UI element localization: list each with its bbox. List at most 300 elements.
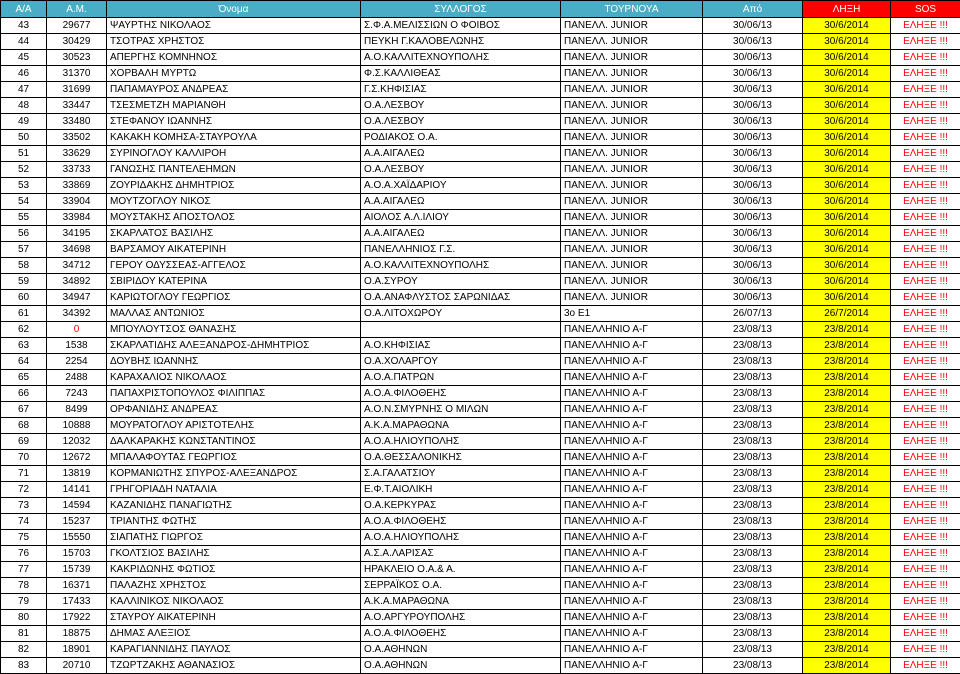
cell-am[interactable]: 13819: [47, 466, 107, 482]
table-row[interactable]: [1, 626, 960, 642]
cell-club[interactable]: [361, 322, 561, 338]
cell-sos[interactable]: ΕΛΗΞΕ !!!: [891, 418, 960, 434]
cell-aa[interactable]: 44: [1, 34, 47, 50]
table-row[interactable]: [1, 402, 960, 418]
cell-name[interactable]: ΣΤΕΦΑΝΟΥ ΙΩΑΝΝΗΣ: [107, 114, 361, 130]
header-from[interactable]: Από: [703, 1, 803, 18]
table-row[interactable]: [1, 82, 960, 98]
cell-club[interactable]: ΗΡΑΚΛΕΙΟ Ο.Α.& Α.: [361, 562, 561, 578]
cell-aa[interactable]: 66: [1, 386, 47, 402]
cell-deadline[interactable]: 23/8/2014: [803, 626, 891, 642]
cell-am[interactable]: 15703: [47, 546, 107, 562]
cell-aa[interactable]: 60: [1, 290, 47, 306]
cell-from[interactable]: 23/08/13: [703, 578, 803, 594]
cell-am[interactable]: 16371: [47, 578, 107, 594]
cell-tournament[interactable]: ΠΑΝΕΛΛ. JUNIOR: [561, 290, 703, 306]
table-row[interactable]: [1, 226, 960, 242]
cell-sos[interactable]: ΕΛΗΞΕ !!!: [891, 626, 960, 642]
cell-sos[interactable]: ΕΛΗΞΕ !!!: [891, 482, 960, 498]
cell-sos[interactable]: ΕΛΗΞΕ !!!: [891, 18, 960, 34]
cell-aa[interactable]: 74: [1, 514, 47, 530]
cell-name[interactable]: ΟΡΦΑΝΙΔΗΣ ΑΝΔΡΕΑΣ: [107, 402, 361, 418]
cell-am[interactable]: 0: [47, 322, 107, 338]
cell-am[interactable]: 15739: [47, 562, 107, 578]
cell-sos[interactable]: ΕΛΗΞΕ !!!: [891, 578, 960, 594]
table-row[interactable]: [1, 434, 960, 450]
cell-deadline[interactable]: 30/6/2014: [803, 18, 891, 34]
cell-tournament[interactable]: 3ο Ε1: [561, 306, 703, 322]
cell-club[interactable]: ΡΟΔΙΑΚΟΣ Ο.Α.: [361, 130, 561, 146]
cell-aa[interactable]: 81: [1, 626, 47, 642]
cell-club[interactable]: Α.Σ.Α.ΛΑΡΙΣΑΣ: [361, 546, 561, 562]
cell-aa[interactable]: 47: [1, 82, 47, 98]
cell-aa[interactable]: 54: [1, 194, 47, 210]
cell-tournament[interactable]: ΠΑΝΕΛΛ. JUNIOR: [561, 210, 703, 226]
cell-club[interactable]: ΠΕΥΚΗ Γ.ΚΑΛΟΒΕΛΩΝΗΣ: [361, 34, 561, 50]
cell-from[interactable]: 30/06/13: [703, 258, 803, 274]
cell-name[interactable]: ΚΑΖΑΝΙΔΗΣ ΠΑΝΑΓΙΩΤΗΣ: [107, 498, 361, 514]
cell-name[interactable]: ΚΟΡΜΑΝΙΩΤΗΣ ΣΠΥΡΟΣ-ΑΛΕΞΑΝΔΡΟΣ: [107, 466, 361, 482]
cell-club[interactable]: Α.Ο.ΑΡΓΥΡΟΥΠΟΛΗΣ: [361, 610, 561, 626]
cell-from[interactable]: 23/08/13: [703, 338, 803, 354]
cell-name[interactable]: ΓΕΡΟΥ ΟΔΥΣΣΕΑΣ-ΑΓΓΕΛΟΣ: [107, 258, 361, 274]
cell-tournament[interactable]: ΠΑΝΕΛΛ. JUNIOR: [561, 34, 703, 50]
cell-tournament[interactable]: ΠΑΝΕΛΛ. JUNIOR: [561, 98, 703, 114]
table-row[interactable]: [1, 194, 960, 210]
cell-deadline[interactable]: 30/6/2014: [803, 226, 891, 242]
table-row[interactable]: [1, 546, 960, 562]
cell-aa[interactable]: 65: [1, 370, 47, 386]
cell-sos[interactable]: ΕΛΗΞΕ !!!: [891, 226, 960, 242]
cell-deadline[interactable]: 23/8/2014: [803, 562, 891, 578]
cell-sos[interactable]: ΕΛΗΞΕ !!!: [891, 402, 960, 418]
cell-name[interactable]: ΤΡΙΑΝΤΗΣ ΦΩΤΗΣ: [107, 514, 361, 530]
header-sos[interactable]: SOS: [891, 1, 960, 18]
cell-deadline[interactable]: 30/6/2014: [803, 290, 891, 306]
cell-club[interactable]: Α.Ο.Α.ΦΙΛΟΘΕΗΣ: [361, 514, 561, 530]
cell-aa[interactable]: 48: [1, 98, 47, 114]
table-row[interactable]: [1, 450, 960, 466]
cell-deadline[interactable]: 30/6/2014: [803, 274, 891, 290]
cell-am[interactable]: 34698: [47, 242, 107, 258]
cell-name[interactable]: ΤΖΩΡΤΖΑΚΗΣ ΑΘΑΝΑΣΙΟΣ: [107, 658, 361, 674]
cell-from[interactable]: 23/08/13: [703, 466, 803, 482]
cell-club[interactable]: Ο.Α.ΣΥΡΟΥ: [361, 274, 561, 290]
cell-sos[interactable]: ΕΛΗΞΕ !!!: [891, 290, 960, 306]
table-row[interactable]: [1, 466, 960, 482]
cell-deadline[interactable]: 23/8/2014: [803, 530, 891, 546]
cell-name[interactable]: ΚΑΡΑΧΑΛΙΟΣ ΝΙΚΟΛΑΟΣ: [107, 370, 361, 386]
header-deadline[interactable]: ΛΗΞΗ: [803, 1, 891, 18]
cell-am[interactable]: 33502: [47, 130, 107, 146]
cell-tournament[interactable]: ΠΑΝΕΛΛΗΝΙΟ Α-Γ: [561, 530, 703, 546]
cell-deadline[interactable]: 30/6/2014: [803, 50, 891, 66]
cell-club[interactable]: ΣΕΡΡΑΪΚΟΣ Ο.Α.: [361, 578, 561, 594]
cell-club[interactable]: Α.Ο.ΚΑΛΛΙΤΕΧΝΟΥΠΟΛΗΣ: [361, 258, 561, 274]
cell-name[interactable]: ΑΠΕΡΓΗΣ ΚΟΜΝΗΝΟΣ: [107, 50, 361, 66]
cell-tournament[interactable]: ΠΑΝΕΛΛΗΝΙΟ Α-Γ: [561, 354, 703, 370]
cell-sos[interactable]: ΕΛΗΞΕ !!!: [891, 434, 960, 450]
cell-aa[interactable]: 55: [1, 210, 47, 226]
cell-am[interactable]: 15550: [47, 530, 107, 546]
cell-am[interactable]: 33984: [47, 210, 107, 226]
cell-am[interactable]: 34712: [47, 258, 107, 274]
cell-name[interactable]: ΣΒΙΡΙΔΟΥ ΚΑΤΕΡΙΝΑ: [107, 274, 361, 290]
cell-deadline[interactable]: 23/8/2014: [803, 434, 891, 450]
cell-aa[interactable]: 51: [1, 146, 47, 162]
cell-from[interactable]: 23/08/13: [703, 546, 803, 562]
header-name[interactable]: Όνομα: [107, 1, 361, 18]
cell-name[interactable]: ΜΑΛΛΑΣ ΑΝΤΩΝΙΟΣ: [107, 306, 361, 322]
cell-tournament[interactable]: ΠΑΝΕΛΛΗΝΙΟ Α-Γ: [561, 610, 703, 626]
cell-club[interactable]: Α.Ο.ΚΗΦΙΣΙΑΣ: [361, 338, 561, 354]
cell-sos[interactable]: ΕΛΗΞΕ !!!: [891, 562, 960, 578]
cell-am[interactable]: 14594: [47, 498, 107, 514]
cell-name[interactable]: ΨΑΥΡΤΗΣ ΝΙΚΟΛΑΟΣ: [107, 18, 361, 34]
cell-tournament[interactable]: ΠΑΝΕΛΛΗΝΙΟ Α-Γ: [561, 466, 703, 482]
cell-tournament[interactable]: ΠΑΝΕΛΛ. JUNIOR: [561, 146, 703, 162]
cell-club[interactable]: Ο.Α.ΛΕΣΒΟΥ: [361, 114, 561, 130]
cell-am[interactable]: 34392: [47, 306, 107, 322]
table-row[interactable]: [1, 322, 960, 338]
cell-deadline[interactable]: 23/8/2014: [803, 642, 891, 658]
table-row[interactable]: [1, 514, 960, 530]
cell-from[interactable]: 30/06/13: [703, 146, 803, 162]
table-row[interactable]: [1, 418, 960, 434]
cell-name[interactable]: ΠΑΠΑΜΑΥΡΟΣ ΑΝΔΡΕΑΣ: [107, 82, 361, 98]
table-row[interactable]: [1, 562, 960, 578]
cell-from[interactable]: 30/06/13: [703, 194, 803, 210]
cell-am[interactable]: 18875: [47, 626, 107, 642]
cell-tournament[interactable]: ΠΑΝΕΛΛΗΝΙΟ Α-Γ: [561, 498, 703, 514]
cell-name[interactable]: ΔΟΥΒΗΣ ΙΩΑΝΝΗΣ: [107, 354, 361, 370]
cell-sos[interactable]: ΕΛΗΞΕ !!!: [891, 530, 960, 546]
cell-tournament[interactable]: ΠΑΝΕΛΛ. JUNIOR: [561, 194, 703, 210]
cell-deadline[interactable]: 30/6/2014: [803, 98, 891, 114]
cell-name[interactable]: ΜΟΥΣΤΑΚΗΣ ΑΠΟΣΤΟΛΟΣ: [107, 210, 361, 226]
cell-from[interactable]: 30/06/13: [703, 130, 803, 146]
cell-from[interactable]: 30/06/13: [703, 290, 803, 306]
cell-aa[interactable]: 61: [1, 306, 47, 322]
cell-am[interactable]: 30523: [47, 50, 107, 66]
table-row[interactable]: [1, 370, 960, 386]
cell-sos[interactable]: ΕΛΗΞΕ !!!: [891, 82, 960, 98]
cell-name[interactable]: ΜΟΥΤΖΟΓΛΟΥ ΝΙΚΟΣ: [107, 194, 361, 210]
cell-sos[interactable]: ΕΛΗΞΕ !!!: [891, 658, 960, 674]
cell-name[interactable]: ΤΣΟΤΡΑΣ ΧΡΗΣΤΟΣ: [107, 34, 361, 50]
cell-am[interactable]: 2488: [47, 370, 107, 386]
table-row[interactable]: [1, 306, 960, 322]
cell-tournament[interactable]: ΠΑΝΕΛΛ. JUNIOR: [561, 66, 703, 82]
table-row[interactable]: [1, 146, 960, 162]
cell-sos[interactable]: ΕΛΗΞΕ !!!: [891, 338, 960, 354]
cell-club[interactable]: Ο.Α.ΛΕΣΒΟΥ: [361, 162, 561, 178]
table-row[interactable]: [1, 338, 960, 354]
cell-aa[interactable]: 79: [1, 594, 47, 610]
cell-club[interactable]: Α.Ο.Α.ΗΛΙΟΥΠΟΛΗΣ: [361, 434, 561, 450]
cell-tournament[interactable]: ΠΑΝΕΛΛ. JUNIOR: [561, 258, 703, 274]
cell-deadline[interactable]: 30/6/2014: [803, 114, 891, 130]
cell-tournament[interactable]: ΠΑΝΕΛΛ. JUNIOR: [561, 82, 703, 98]
header-am[interactable]: Α.Μ.: [47, 1, 107, 18]
cell-from[interactable]: 30/06/13: [703, 66, 803, 82]
cell-tournament[interactable]: ΠΑΝΕΛΛ. JUNIOR: [561, 162, 703, 178]
cell-deadline[interactable]: 23/8/2014: [803, 450, 891, 466]
cell-aa[interactable]: 63: [1, 338, 47, 354]
cell-from[interactable]: 23/08/13: [703, 610, 803, 626]
cell-sos[interactable]: ΕΛΗΞΕ !!!: [891, 306, 960, 322]
table-row[interactable]: [1, 258, 960, 274]
cell-name[interactable]: ΖΟΥΡΙΔΑΚΗΣ ΔΗΜΗΤΡΙΟΣ: [107, 178, 361, 194]
cell-name[interactable]: ΚΑΛΛΙΝΙΚΟΣ ΝΙΚΟΛΑΟΣ: [107, 594, 361, 610]
cell-sos[interactable]: ΕΛΗΞΕ !!!: [891, 194, 960, 210]
table-row[interactable]: [1, 290, 960, 306]
cell-sos[interactable]: ΕΛΗΞΕ !!!: [891, 514, 960, 530]
cell-aa[interactable]: 43: [1, 18, 47, 34]
cell-from[interactable]: 30/06/13: [703, 162, 803, 178]
cell-club[interactable]: Γ.Σ.ΚΗΦΙΣΙΑΣ: [361, 82, 561, 98]
cell-sos[interactable]: ΕΛΗΞΕ !!!: [891, 34, 960, 50]
cell-sos[interactable]: ΕΛΗΞΕ !!!: [891, 50, 960, 66]
cell-deadline[interactable]: 23/8/2014: [803, 402, 891, 418]
cell-sos[interactable]: ΕΛΗΞΕ !!!: [891, 146, 960, 162]
cell-aa[interactable]: 73: [1, 498, 47, 514]
cell-deadline[interactable]: 23/8/2014: [803, 578, 891, 594]
cell-aa[interactable]: 57: [1, 242, 47, 258]
cell-am[interactable]: 33733: [47, 162, 107, 178]
table-row[interactable]: [1, 354, 960, 370]
cell-name[interactable]: ΣΥΡΙΝΟΓΛΟΥ ΚΑΛΛΙΡΟΗ: [107, 146, 361, 162]
cell-name[interactable]: ΔΑΛΚΑΡΑΚΗΣ ΚΩΝΣΤΑΝΤΙΝΟΣ: [107, 434, 361, 450]
cell-from[interactable]: 23/08/13: [703, 434, 803, 450]
cell-sos[interactable]: ΕΛΗΞΕ !!!: [891, 210, 960, 226]
table-row[interactable]: [1, 498, 960, 514]
cell-am[interactable]: 7243: [47, 386, 107, 402]
cell-tournament[interactable]: ΠΑΝΕΛΛΗΝΙΟ Α-Γ: [561, 594, 703, 610]
cell-club[interactable]: Α.Α.ΑΙΓΑΛΕΩ: [361, 146, 561, 162]
cell-from[interactable]: 30/06/13: [703, 18, 803, 34]
cell-from[interactable]: 23/08/13: [703, 354, 803, 370]
cell-from[interactable]: 30/06/13: [703, 226, 803, 242]
cell-deadline[interactable]: 23/8/2014: [803, 370, 891, 386]
cell-deadline[interactable]: 30/6/2014: [803, 178, 891, 194]
cell-am[interactable]: 2254: [47, 354, 107, 370]
cell-club[interactable]: Ο.Α.ΚΕΡΚΥΡΑΣ: [361, 498, 561, 514]
cell-name[interactable]: ΜΠΟΥΛΟΥΤΣΟΣ ΘΑΝΑΣΗΣ: [107, 322, 361, 338]
cell-am[interactable]: 10888: [47, 418, 107, 434]
cell-sos[interactable]: ΕΛΗΞΕ !!!: [891, 258, 960, 274]
cell-am[interactable]: 34195: [47, 226, 107, 242]
cell-aa[interactable]: 83: [1, 658, 47, 674]
cell-deadline[interactable]: 23/8/2014: [803, 610, 891, 626]
cell-sos[interactable]: ΕΛΗΞΕ !!!: [891, 130, 960, 146]
table-row[interactable]: [1, 482, 960, 498]
cell-aa[interactable]: 59: [1, 274, 47, 290]
cell-name[interactable]: ΓΡΗΓΟΡΙΑΔΗ ΝΑΤΑΛΙΑ: [107, 482, 361, 498]
cell-tournament[interactable]: ΠΑΝΕΛΛΗΝΙΟ Α-Γ: [561, 562, 703, 578]
cell-name[interactable]: ΚΑΡΑΓΙΑΝΝΙΔΗΣ ΠΑΥΛΟΣ: [107, 642, 361, 658]
cell-club[interactable]: Α.Ο.Α.ΗΛΙΟΥΠΟΛΗΣ: [361, 530, 561, 546]
cell-club[interactable]: Α.Ο.Ν.ΣΜΥΡΝΗΣ Ο ΜΙΛΩΝ: [361, 402, 561, 418]
cell-from[interactable]: 30/06/13: [703, 242, 803, 258]
cell-tournament[interactable]: ΠΑΝΕΛΛΗΝΙΟ Α-Γ: [561, 514, 703, 530]
table-row[interactable]: [1, 130, 960, 146]
cell-name[interactable]: ΣΤΑΥΡΟΥ ΑΙΚΑΤΕΡΙΝΗ: [107, 610, 361, 626]
cell-am[interactable]: 18901: [47, 642, 107, 658]
table-row[interactable]: [1, 66, 960, 82]
cell-from[interactable]: 23/08/13: [703, 322, 803, 338]
cell-deadline[interactable]: 30/6/2014: [803, 82, 891, 98]
table-row[interactable]: [1, 34, 960, 50]
table-row[interactable]: [1, 386, 960, 402]
cell-am[interactable]: 17922: [47, 610, 107, 626]
cell-aa[interactable]: 76: [1, 546, 47, 562]
cell-aa[interactable]: 70: [1, 450, 47, 466]
cell-aa[interactable]: 56: [1, 226, 47, 242]
cell-from[interactable]: 23/08/13: [703, 594, 803, 610]
cell-sos[interactable]: ΕΛΗΞΕ !!!: [891, 178, 960, 194]
cell-name[interactable]: ΠΑΛΑΖΗΣ ΧΡΗΣΤΟΣ: [107, 578, 361, 594]
table-row[interactable]: [1, 578, 960, 594]
cell-tournament[interactable]: ΠΑΝΕΛΛΗΝΙΟ Α-Γ: [561, 434, 703, 450]
cell-deadline[interactable]: 23/8/2014: [803, 482, 891, 498]
cell-sos[interactable]: ΕΛΗΞΕ !!!: [891, 370, 960, 386]
cell-club[interactable]: Ο.Α.ΛΙΤΟΧΩΡΟΥ: [361, 306, 561, 322]
cell-am[interactable]: 12672: [47, 450, 107, 466]
cell-tournament[interactable]: ΠΑΝΕΛΛ. JUNIOR: [561, 130, 703, 146]
cell-deadline[interactable]: 26/7/2014: [803, 306, 891, 322]
cell-from[interactable]: 23/08/13: [703, 562, 803, 578]
cell-tournament[interactable]: ΠΑΝΕΛΛΗΝΙΟ Α-Γ: [561, 322, 703, 338]
cell-aa[interactable]: 53: [1, 178, 47, 194]
cell-tournament[interactable]: ΠΑΝΕΛΛΗΝΙΟ Α-Γ: [561, 338, 703, 354]
table-row[interactable]: [1, 610, 960, 626]
cell-deadline[interactable]: 23/8/2014: [803, 418, 891, 434]
cell-sos[interactable]: ΕΛΗΞΕ !!!: [891, 642, 960, 658]
cell-from[interactable]: 26/07/13: [703, 306, 803, 322]
table-row[interactable]: [1, 642, 960, 658]
cell-tournament[interactable]: ΠΑΝΕΛΛΗΝΙΟ Α-Γ: [561, 418, 703, 434]
cell-from[interactable]: 23/08/13: [703, 498, 803, 514]
cell-deadline[interactable]: 23/8/2014: [803, 386, 891, 402]
cell-name[interactable]: ΧΟΡΒΑΛΗ ΜΥΡΤΩ: [107, 66, 361, 82]
cell-club[interactable]: Α.Ο.Α.ΦΙΛΟΘΕΗΣ: [361, 386, 561, 402]
cell-deadline[interactable]: 23/8/2014: [803, 546, 891, 562]
cell-tournament[interactable]: ΠΑΝΕΛΛ. JUNIOR: [561, 242, 703, 258]
cell-sos[interactable]: ΕΛΗΞΕ !!!: [891, 242, 960, 258]
cell-club[interactable]: Σ.Α.ΓΑΛΑΤΣΙΟΥ: [361, 466, 561, 482]
cell-from[interactable]: 30/06/13: [703, 82, 803, 98]
cell-aa[interactable]: 62: [1, 322, 47, 338]
cell-deadline[interactable]: 23/8/2014: [803, 354, 891, 370]
cell-aa[interactable]: 80: [1, 610, 47, 626]
cell-club[interactable]: Α.Ο.Α.ΠΑΤΡΩΝ: [361, 370, 561, 386]
cell-from[interactable]: 30/06/13: [703, 98, 803, 114]
cell-club[interactable]: Ο.Α.ΧΟΛΑΡΓΟΥ: [361, 354, 561, 370]
cell-from[interactable]: 30/06/13: [703, 274, 803, 290]
cell-club[interactable]: Α.Ο.Α.ΧΑΪΔΑΡΙΟΥ: [361, 178, 561, 194]
cell-club[interactable]: Ε.Φ.Τ.ΑΙΟΛΙΚΗ: [361, 482, 561, 498]
cell-aa[interactable]: 77: [1, 562, 47, 578]
cell-deadline[interactable]: 30/6/2014: [803, 242, 891, 258]
cell-deadline[interactable]: 23/8/2014: [803, 514, 891, 530]
cell-from[interactable]: 23/08/13: [703, 450, 803, 466]
cell-club[interactable]: Α.Α.ΑΙΓΑΛΕΩ: [361, 226, 561, 242]
cell-from[interactable]: 23/08/13: [703, 514, 803, 530]
cell-deadline[interactable]: 30/6/2014: [803, 162, 891, 178]
cell-club[interactable]: Α.Κ.Α.ΜΑΡΑΘΩΝΑ: [361, 594, 561, 610]
header-tournament[interactable]: ΤΟΥΡΝΟΥΑ: [561, 1, 703, 18]
cell-tournament[interactable]: ΠΑΝΕΛΛΗΝΙΟ Α-Γ: [561, 482, 703, 498]
cell-aa[interactable]: 78: [1, 578, 47, 594]
cell-club[interactable]: ΠΑΝΕΛΛΗΝΙΟΣ Γ.Σ.: [361, 242, 561, 258]
table-row[interactable]: [1, 530, 960, 546]
cell-tournament[interactable]: ΠΑΝΕΛΛΗΝΙΟ Α-Γ: [561, 402, 703, 418]
cell-from[interactable]: 23/08/13: [703, 658, 803, 674]
cell-from[interactable]: 30/06/13: [703, 210, 803, 226]
cell-sos[interactable]: ΕΛΗΞΕ !!!: [891, 546, 960, 562]
cell-sos[interactable]: ΕΛΗΞΕ !!!: [891, 450, 960, 466]
cell-am[interactable]: 1538: [47, 338, 107, 354]
table-row[interactable]: [1, 98, 960, 114]
cell-tournament[interactable]: ΠΑΝΕΛΛΗΝΙΟ Α-Γ: [561, 370, 703, 386]
cell-club[interactable]: Ο.Α.ΘΕΣΣΑΛΟΝΙΚΗΣ: [361, 450, 561, 466]
cell-sos[interactable]: ΕΛΗΞΕ !!!: [891, 66, 960, 82]
cell-aa[interactable]: 67: [1, 402, 47, 418]
cell-deadline[interactable]: 23/8/2014: [803, 466, 891, 482]
cell-from[interactable]: 23/08/13: [703, 370, 803, 386]
cell-sos[interactable]: ΕΛΗΞΕ !!!: [891, 162, 960, 178]
cell-name[interactable]: ΚΑΚΑΚΗ ΚΟΜΗΣΑ-ΣΤΑΥΡΟΥΛΑ: [107, 130, 361, 146]
cell-deadline[interactable]: 30/6/2014: [803, 194, 891, 210]
cell-sos[interactable]: ΕΛΗΞΕ !!!: [891, 98, 960, 114]
table-row[interactable]: [1, 210, 960, 226]
cell-am[interactable]: 34892: [47, 274, 107, 290]
cell-am[interactable]: 30429: [47, 34, 107, 50]
cell-club[interactable]: Σ.Φ.Α.ΜΕΛΙΣΣΙΩΝ Ο ΦΟΙΒΟΣ: [361, 18, 561, 34]
table-row[interactable]: [1, 274, 960, 290]
cell-club[interactable]: Α.Ο.ΚΑΛΛΙΤΕΧΝΟΥΠΟΛΗΣ: [361, 50, 561, 66]
cell-tournament[interactable]: ΠΑΝΕΛΛΗΝΙΟ Α-Γ: [561, 450, 703, 466]
cell-aa[interactable]: 75: [1, 530, 47, 546]
cell-tournament[interactable]: ΠΑΝΕΛΛ. JUNIOR: [561, 50, 703, 66]
cell-am[interactable]: 33629: [47, 146, 107, 162]
cell-from[interactable]: 30/06/13: [703, 50, 803, 66]
cell-from[interactable]: 23/08/13: [703, 482, 803, 498]
cell-name[interactable]: ΤΣΕΣΜΕΤΖΗ ΜΑΡΙΑΝΘΗ: [107, 98, 361, 114]
cell-club[interactable]: Ο.Α.ΑΝΑΦΛΥΣΤΟΣ ΣΑΡΩΝΙΔΑΣ: [361, 290, 561, 306]
cell-am[interactable]: 14141: [47, 482, 107, 498]
header-club[interactable]: ΣΥΛΛΟΓΟΣ: [361, 1, 561, 18]
cell-am[interactable]: 15237: [47, 514, 107, 530]
cell-deadline[interactable]: 23/8/2014: [803, 338, 891, 354]
table-row[interactable]: [1, 658, 960, 674]
cell-sos[interactable]: ΕΛΗΞΕ !!!: [891, 610, 960, 626]
cell-aa[interactable]: 58: [1, 258, 47, 274]
cell-aa[interactable]: 71: [1, 466, 47, 482]
cell-aa[interactable]: 82: [1, 642, 47, 658]
cell-name[interactable]: ΠΑΠΑΧΡΙΣΤΟΠΟΥΛΟΣ ΦΙΛΙΠΠΑΣ: [107, 386, 361, 402]
cell-tournament[interactable]: ΠΑΝΕΛΛΗΝΙΟ Α-Γ: [561, 386, 703, 402]
table-row[interactable]: [1, 18, 960, 34]
cell-am[interactable]: 8499: [47, 402, 107, 418]
cell-deadline[interactable]: 23/8/2014: [803, 658, 891, 674]
cell-aa[interactable]: 45: [1, 50, 47, 66]
cell-club[interactable]: Α.Κ.Α.ΜΑΡΑΘΩΝΑ: [361, 418, 561, 434]
cell-club[interactable]: Α.Ο.Α.ΦΙΛΟΘΕΗΣ: [361, 626, 561, 642]
cell-sos[interactable]: ΕΛΗΞΕ !!!: [891, 594, 960, 610]
cell-from[interactable]: 23/08/13: [703, 402, 803, 418]
